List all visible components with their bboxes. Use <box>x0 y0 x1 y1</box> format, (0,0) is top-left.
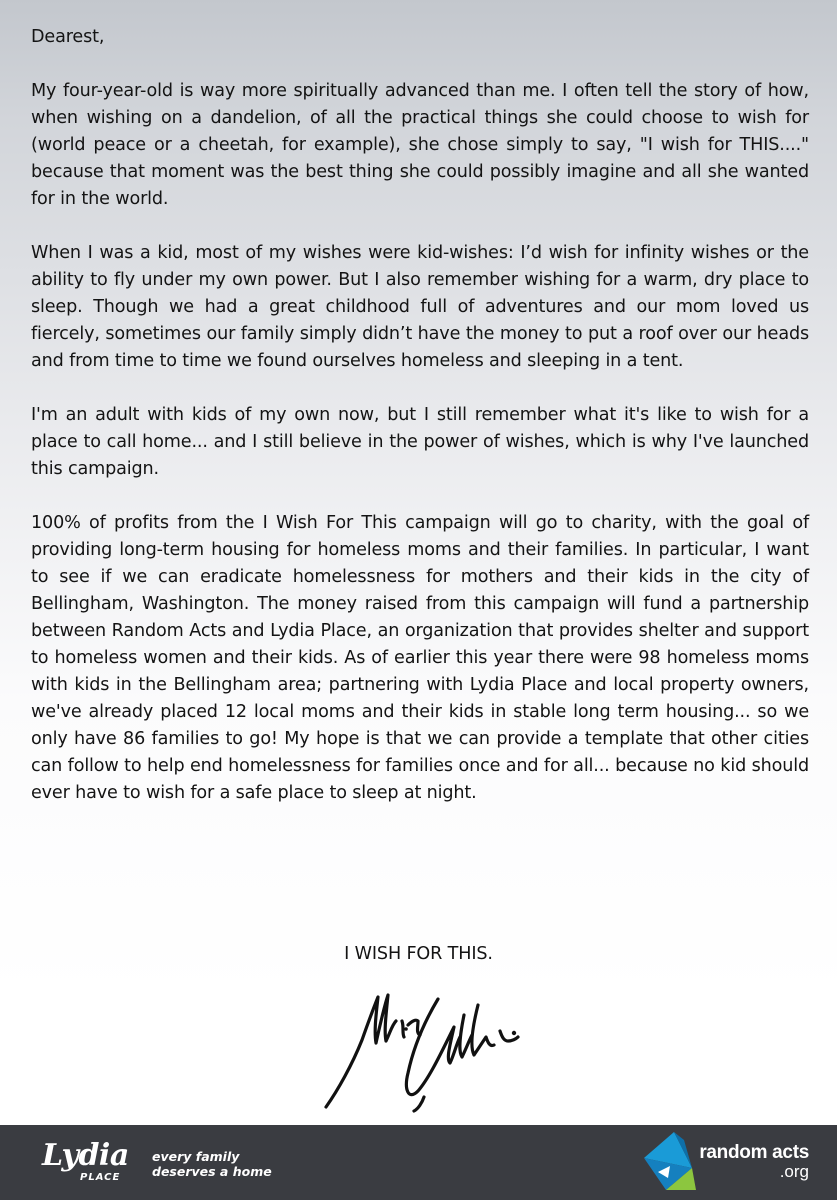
random-acts-logo[interactable] <box>699 1142 809 1181</box>
tagline-line-1: every family <box>152 1149 240 1164</box>
footer-bar <box>0 1125 837 1200</box>
letter-greeting: Dearest, <box>31 27 105 47</box>
letter-body <box>31 24 809 834</box>
random-acts-suffix: .org <box>779 1162 809 1181</box>
letter-paragraph-1: My four-year-old is way more spiritually advanced than me. I often tell the story of how, when wishing on a dandelion, of all the practical things she could choose to wish for (world peace or a cheetah, for example), she chose simply to say, "I wish for THIS...." because that moment was the best thing she could possibly imagine and all she wanted for in the world. <box>31 81 809 209</box>
lydia-logo-name: Lydia <box>42 1138 129 1173</box>
tagline-line-2: deserves a home <box>152 1164 272 1179</box>
letter-paragraph-2: When I was a kid, most of my wishes were kid-wishes: I’d wish for infinity wishes or the ability to fly under my own power. But I also remember wishing for a warm, dry place to sleep. Though we had a great childhood full of adventures and our mom loved us fiercely, sometimes our family simply didn’t have the money to put a roof over our heads and from time to time we found ourselves homeless and sleeping in a tent. <box>31 243 809 371</box>
letter-paragraph-4: 100% of profits from the I Wish For This campaign will go to charity, with the goal of providing long-term housing for homeless moms and their families. In particular, I want to see if we can eradicate homelessness for mothers and their kids in the city of Bellingham, Washington. The money raised from this campaign will fund a partnership between Random Acts and Lydia Place, an organization that provides shelter and support to homeless women and their kids. As of earlier this year there were 98 homeless moms with kids in the Bellingham area; partnering with Lydia Place and local property owners, we've already placed 12 local moms and their kids in stable long term housing... so we only have 86 families to go! My hope is that we can provide a template that other cities can follow to help end homelessness for families once and for all... because no kid should ever have to wish for a safe place to sleep at night. <box>31 513 809 803</box>
lydia-logo-sub: PLACE <box>80 1172 121 1183</box>
lydia-place-logo[interactable] <box>42 1139 144 1187</box>
random-acts-name: random acts <box>699 1142 809 1163</box>
signature-icon <box>318 985 528 1115</box>
letter-paragraph-3: I'm an adult with kids of my own now, but I still remember what it's like to wish for a place to call home... and I still believe in the power of wishes, which is why I've launched this campaign. <box>31 405 809 479</box>
lydia-tagline <box>152 1149 302 1179</box>
letter-closing: I WISH FOR THIS. <box>344 944 493 964</box>
random-acts-triangle-icon <box>640 1128 698 1194</box>
